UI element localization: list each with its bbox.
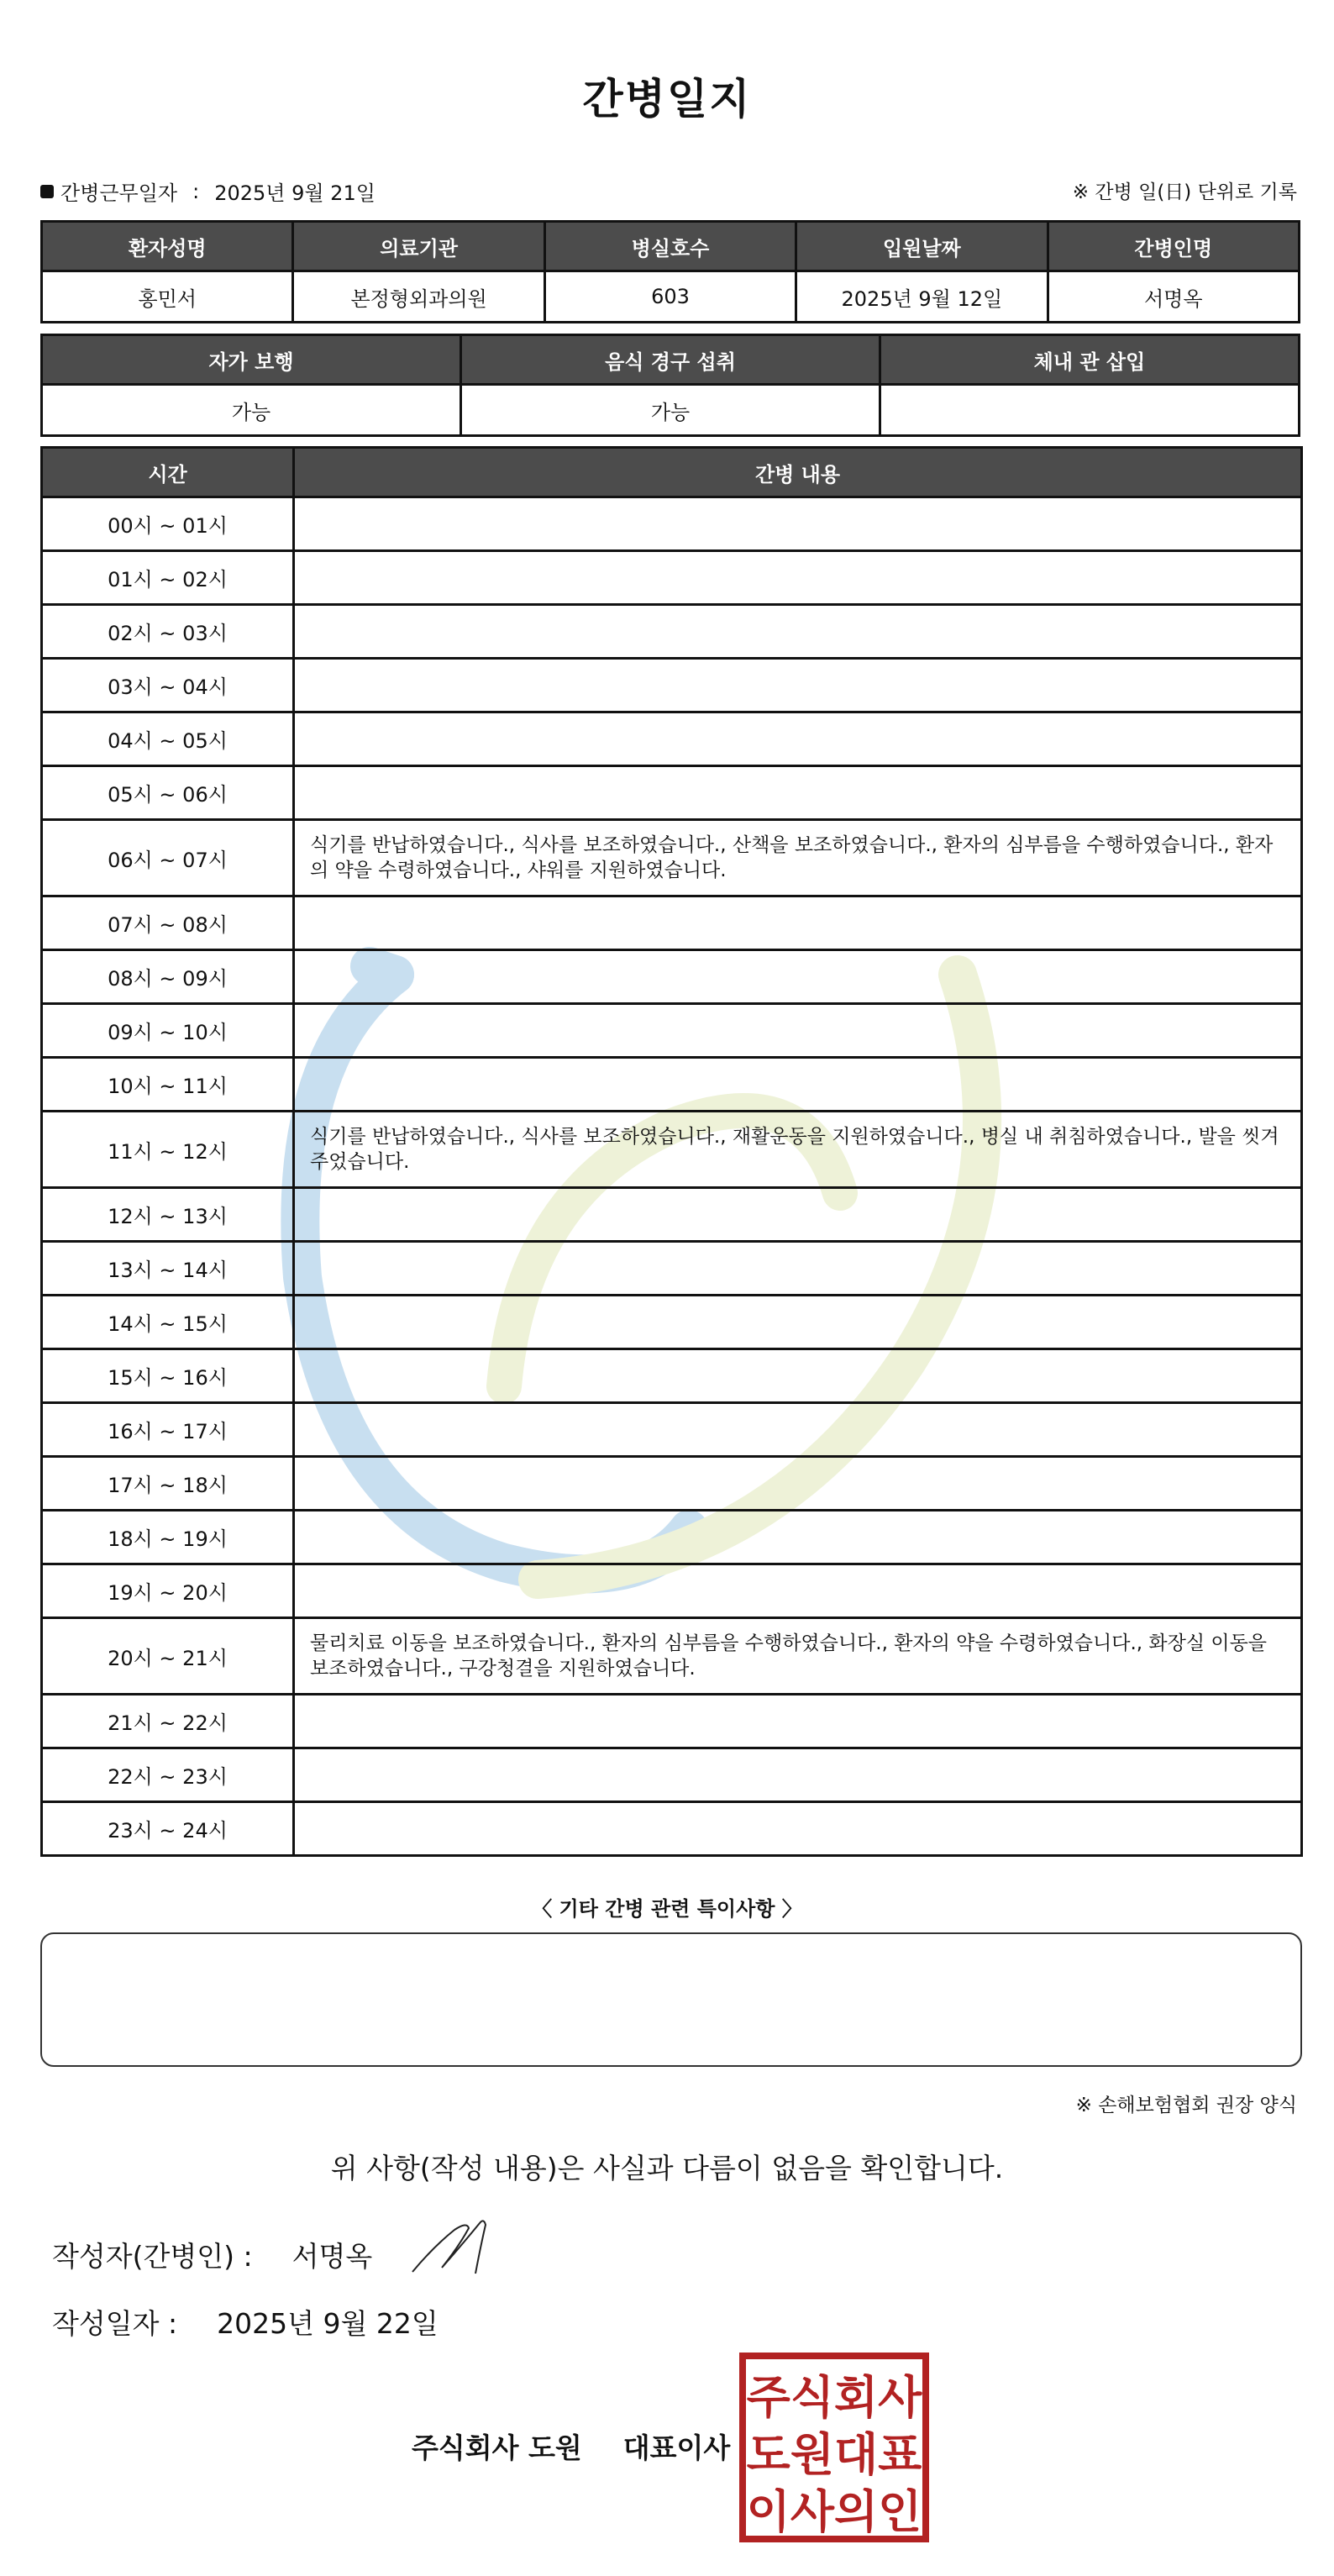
patient-info-table [40, 220, 1300, 323]
time-slot: 20시 ~ 21시 [42, 1618, 294, 1695]
write-date-line [52, 2302, 439, 2342]
care-content [294, 1457, 1302, 1511]
time-slot: 22시 ~ 23시 [42, 1748, 294, 1802]
care-content [294, 1403, 1302, 1457]
care-content [294, 896, 1302, 950]
company-seal [739, 2353, 929, 2542]
header-room-number: 병실호수 [544, 222, 796, 271]
caregiver-name: 서명옥 [1048, 271, 1299, 323]
time-slot: 23시 ~ 24시 [42, 1802, 294, 1856]
header-hospital: 의료기관 [293, 222, 544, 271]
time-slot: 01시 ~ 02시 [42, 551, 294, 605]
work-date-line [40, 176, 376, 206]
table-row [42, 1242, 1302, 1296]
writer-line [52, 2235, 372, 2274]
care-content: 식기를 반납하였습니다., 식사를 보조하였습니다., 산책을 보조하였습니다., 환자의 심부름을 수행하였습니다., 환자의 약을 수령하였습니다., 샤워를 지원하였습니다. [294, 820, 1302, 896]
time-slot: 11시 ~ 12시 [42, 1112, 294, 1188]
care-content [294, 950, 1302, 1004]
care-content [294, 1349, 1302, 1403]
care-content [294, 1802, 1302, 1856]
time-slot: 15시 ~ 16시 [42, 1349, 294, 1403]
header-self-walking: 자가 보행 [42, 335, 461, 385]
care-content [294, 659, 1302, 712]
header-patient-name: 환자성명 [42, 222, 293, 271]
care-content [294, 1564, 1302, 1618]
care-content [294, 605, 1302, 659]
time-slot: 14시 ~ 15시 [42, 1296, 294, 1349]
table-row [42, 659, 1302, 712]
time-slot: 16시 ~ 17시 [42, 1403, 294, 1457]
table-row [42, 766, 1302, 820]
header-oral-intake: 음식 경구 섭취 [461, 335, 880, 385]
seal-text-line: 주식회사 [746, 2371, 922, 2424]
oral-intake-value: 가능 [461, 385, 880, 436]
care-content [294, 1695, 1302, 1748]
table-row [42, 551, 1302, 605]
header-caregiver-name: 간병인명 [1048, 222, 1299, 271]
table-row [42, 896, 1302, 950]
square-bullet-icon [40, 185, 54, 198]
care-content: 식기를 반납하였습니다., 식사를 보조하였습니다., 재활운동을 지원하였습니다., 병실 내 취침하였습니다., 발을 씻겨주었습니다. [294, 1112, 1302, 1188]
ceo-title: 대표이사 [622, 2431, 731, 2464]
self-walking-value: 가능 [42, 385, 461, 436]
table-row [42, 1296, 1302, 1349]
work-date-separator: : [192, 179, 200, 203]
time-slot: 07시 ~ 08시 [42, 896, 294, 950]
care-content [294, 1004, 1302, 1058]
care-content: 물리치료 이동을 보조하였습니다., 환자의 심부름을 수행하였습니다., 환자의 약을 수령하였습니다., 화장실 이동을 보조하였습니다., 구강청결을 지원하였습니다. [294, 1618, 1302, 1695]
header-time: 시간 [42, 448, 294, 497]
special-notes-box [40, 1932, 1302, 2067]
table-row [42, 1618, 1302, 1695]
work-date-label: 간병근무일자 [60, 181, 178, 205]
confirmation-statement: 위 사항(작성 내용)은 사실과 다름이 없음을 확인합니다. [330, 2152, 1004, 2184]
time-slot: 12시 ~ 13시 [42, 1188, 294, 1242]
hospital-name: 본정형외과의원 [293, 271, 544, 323]
form-note: ※ 손해보험협회 권장 양식 [1075, 2095, 1297, 2116]
page-title: 간병일지 [582, 75, 752, 124]
patient-name: 홍민서 [42, 271, 293, 323]
room-number: 603 [544, 271, 796, 323]
special-notes-title: 〈 기타 간병 관련 특이사항 〉 [532, 1897, 802, 1921]
company-name: 주식회사 도원 [412, 2431, 582, 2464]
table-row [42, 1112, 1302, 1188]
care-content [294, 1511, 1302, 1564]
header-care-content: 간병 내용 [294, 448, 1302, 497]
admission-date: 2025년 9월 12일 [796, 271, 1048, 323]
table-row [42, 1511, 1302, 1564]
table-row [42, 1058, 1302, 1112]
unit-note: ※ 간병 일(日) 단위로 기록 [1072, 181, 1297, 203]
header-tube-insertion: 체내 관 삽입 [880, 335, 1300, 385]
handwritten-signature [408, 2213, 501, 2280]
table-row [42, 1748, 1302, 1802]
time-slot: 13시 ~ 14시 [42, 1242, 294, 1296]
tube-insertion-value [880, 385, 1300, 436]
table-row [42, 1695, 1302, 1748]
care-content [294, 766, 1302, 820]
time-slot: 02시 ~ 03시 [42, 605, 294, 659]
table-row [42, 1802, 1302, 1856]
writer-label: 작성자(간병인) : [52, 2240, 253, 2273]
table-row [42, 712, 1302, 766]
care-content [294, 1188, 1302, 1242]
care-content [294, 551, 1302, 605]
table-row [42, 1564, 1302, 1618]
care-content [294, 1058, 1302, 1112]
time-slot: 08시 ~ 09시 [42, 950, 294, 1004]
table-row [42, 1349, 1302, 1403]
time-slot: 04시 ~ 05시 [42, 712, 294, 766]
time-slot: 00시 ~ 01시 [42, 497, 294, 551]
company-line [412, 2426, 730, 2466]
care-content [294, 1242, 1302, 1296]
care-content [294, 1748, 1302, 1802]
table-row [42, 1188, 1302, 1242]
time-slot: 19시 ~ 20시 [42, 1564, 294, 1618]
seal-text-line: 도원대표 [746, 2428, 922, 2481]
time-slot: 06시 ~ 07시 [42, 820, 294, 896]
work-date-value: 2025년 9월 21일 [214, 181, 376, 205]
time-slot: 09시 ~ 10시 [42, 1004, 294, 1058]
care-content [294, 497, 1302, 551]
table-row [42, 1403, 1302, 1457]
table-row [42, 820, 1302, 896]
time-slot: 10시 ~ 11시 [42, 1058, 294, 1112]
table-row [42, 950, 1302, 1004]
care-log-table [40, 446, 1303, 1857]
care-content [294, 712, 1302, 766]
writer-name: 서명옥 [291, 2240, 373, 2273]
table-row [42, 1004, 1302, 1058]
time-slot: 03시 ~ 04시 [42, 659, 294, 712]
write-date-label: 작성일자 : [52, 2307, 178, 2340]
table-row [42, 1457, 1302, 1511]
table-row [42, 497, 1302, 551]
table-row [42, 605, 1302, 659]
time-slot: 18시 ~ 19시 [42, 1511, 294, 1564]
patient-ability-table [40, 334, 1300, 437]
header-admission-date: 입원날짜 [796, 222, 1048, 271]
time-slot: 21시 ~ 22시 [42, 1695, 294, 1748]
seal-text-line: 이사의인 [746, 2485, 922, 2538]
care-content [294, 1296, 1302, 1349]
write-date-value: 2025년 9월 22일 [217, 2307, 439, 2340]
time-slot: 17시 ~ 18시 [42, 1457, 294, 1511]
time-slot: 05시 ~ 06시 [42, 766, 294, 820]
